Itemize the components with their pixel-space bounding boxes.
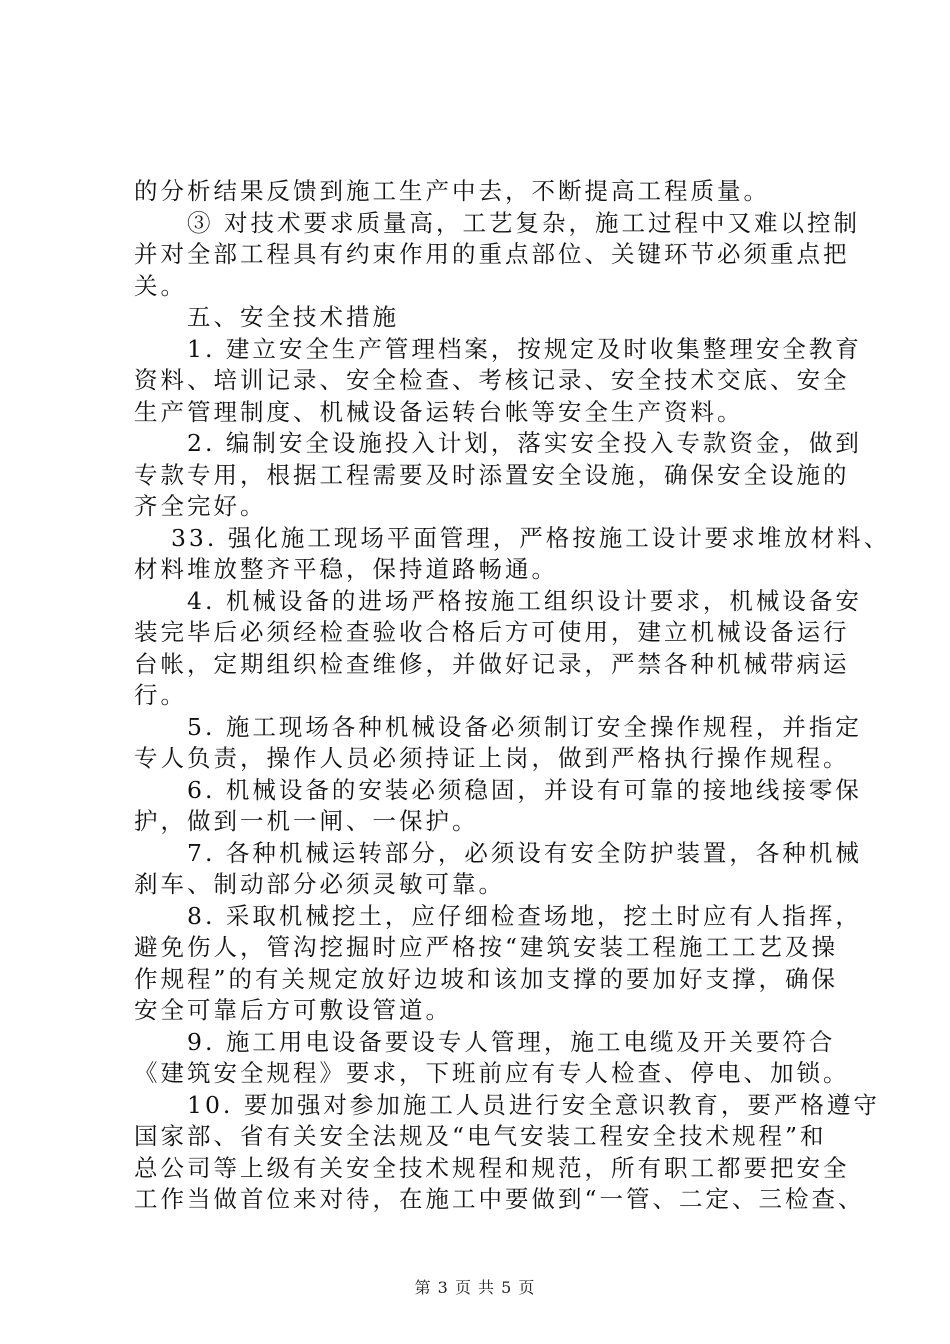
document-body <box>134 176 891 1216</box>
text-line: 资料、培训记录、安全检查、考核记录、安全技术交底、安全 <box>134 366 850 394</box>
text-line: 专人负责，操作人员必须持证上岗，做到严格执行操作规程。 <box>134 744 850 772</box>
text-line: 刹车、制动部分必须灵敏可靠。 <box>134 870 505 898</box>
text-line: 工作当做首位来对待，在施工中要做到“一管、二定、三检查、 <box>134 1185 865 1213</box>
text-line: 9. 施工用电设备要设专人管理，施工电缆及开关要符合 <box>134 1027 836 1056</box>
text-line: 装完毕后必须经检查验收合格后方可使用，建立机械设备运行 <box>134 618 850 646</box>
text-line: 安全可靠后方可敷设管道。 <box>134 996 452 1024</box>
text-line: 的分析结果反馈到施工生产中去，不断提高工程质量。 <box>134 177 770 205</box>
text-line: 避免伤人，管沟挖掘时应严格按“建筑安装工程施工工艺及操 <box>134 933 839 961</box>
text-line: 行。 <box>134 681 187 709</box>
text-line: 6. 机械设备的安装必须稳固，并设有可靠的接地线接零保 <box>134 775 862 804</box>
text-line: 5. 施工现场各种机械设备必须制订安全操作规程，并指定 <box>134 712 862 741</box>
text-line: 《建筑安全规程》要求，下班前应有专人检查、停电、加锁。 <box>134 1059 850 1087</box>
text-line: 1. 建立安全生产管理档案，按规定及时收集整理安全教育 <box>134 334 862 363</box>
text-line: 专款专用，根据工程需要及时添置安全设施，确保安全设施的 <box>134 460 850 489</box>
text-line: ③ 对技术要求质量高，工艺复杂，施工过程中又难以控制 <box>134 208 860 237</box>
text-line: 护，做到一机一闸、一保护。 <box>134 807 479 835</box>
text-line: 作规程”的有关规定放好边坡和该加支撑的要加好支撑，确保 <box>134 964 839 993</box>
text-line: 2. 编制安全设施投入计划，落实安全投入专款资金，做到 <box>134 429 862 457</box>
text-line: 10. 要加强对参加施工人员进行安全意识教育，要严格遵守 <box>134 1090 880 1119</box>
text-line: 4. 机械设备的进场严格按施工组织设计要求，机械设备安 <box>134 586 862 615</box>
text-line: 33. 强化施工现场平面管理，严格按施工设计要求堆放材料、 <box>134 523 891 552</box>
text-line: 生产管理制度、机械设备运转台帐等安全生产资料。 <box>134 397 744 426</box>
text-line: 8. 采取机械挖土，应仔细检查场地，挖土时应有人指挥， <box>134 901 862 930</box>
text-line: 国家部、省有关安全法规及“电气安装工程安全技术规程”和 <box>134 1122 827 1150</box>
text-line: 7. 各种机械运转部分，必须设有安全防护装置，各种机械 <box>134 838 862 867</box>
section-heading: 五、安全技术措施 <box>134 303 399 331</box>
text-line: 材料堆放整齐平稳，保持道路畅通。 <box>134 555 558 583</box>
page-number-footer: 第 3 页 共 5 页 <box>414 1278 536 1297</box>
text-line: 关。 <box>134 271 187 300</box>
text-line: 台帐，定期组织检查维修，并做好记录，严禁各种机械带病运 <box>134 649 850 678</box>
text-line: 齐全完好。 <box>134 492 267 520</box>
text-line: 总公司等上级有关安全技术规程和规范，所有职工都要把安全 <box>134 1153 850 1182</box>
text-line: 并对全部工程具有约束作用的重点部位、关键环节必须重点把 <box>134 240 850 268</box>
